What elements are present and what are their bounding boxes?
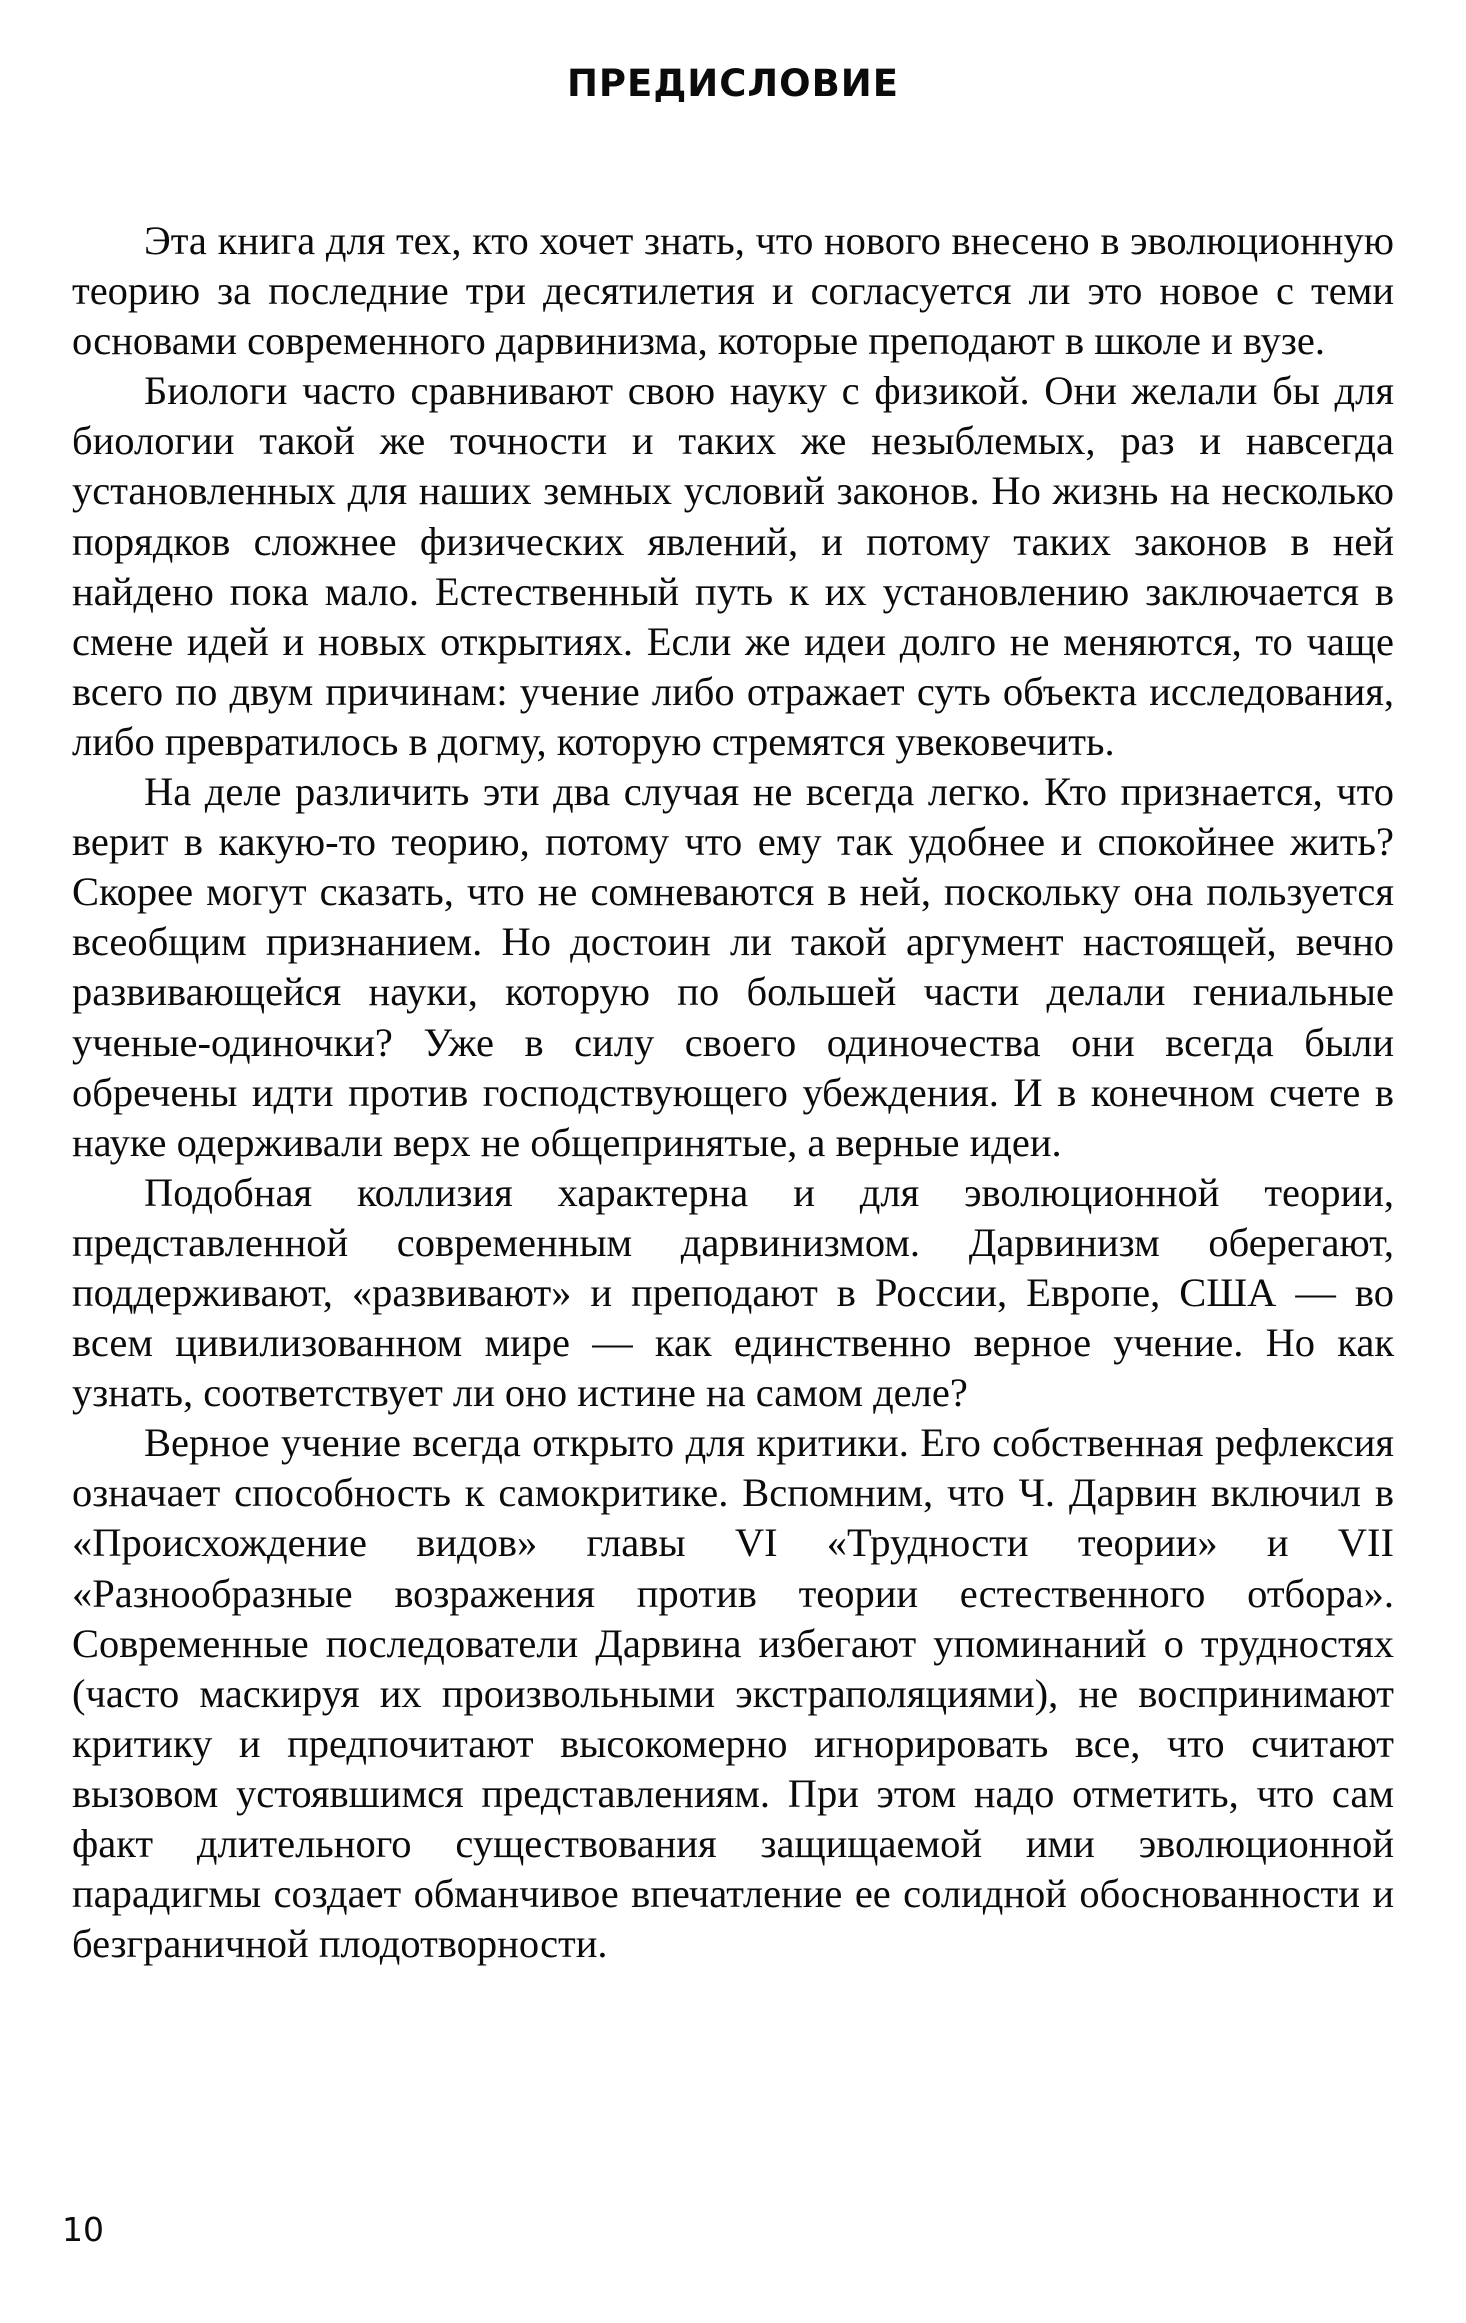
body-text [72, 216, 1394, 1969]
paragraph-2: Биологи часто сравнивают свою науку с физикой. Они желали бы для биологии такой же точности и таких же незыблемых, раз и навсегда установленных для наших земных условий законов. Но жизнь на несколько порядков сложнее физических явлений, и потому таких законов в ней найдено пока мало. Естественный путь к их установлению заключается в смене идей и новых открытиях. Если же идеи долго не меняются, то чаще всего по двум причинам: учение либо отражает суть объекта исследования, либо превратилось в догму, которую стремятся увековечить. [72, 368, 1394, 764]
page-number: 10 [62, 2210, 104, 2249]
paragraph-4: Подобная коллизия характерна и для эволюционной теории, представленной современным дарвинизмом. Дарвинизм оберегают, поддерживают, «развивают» и преподают в России, Европе, США — во всем цивилизованном мире — как единственно верное учение. Но как узнать, соответствует ли оно истине на самом деле? [72, 1169, 1394, 1416]
page-title: ПРЕДИСЛОВИЕ [566, 62, 900, 105]
paragraph-5: Верное учение всегда открыто для критики. Его собственная рефлексия означает способность к самокритике. Вспомним, что Ч. Дарвин включил в «Происхождение видов» главы VI «Трудности теории» и VII «Разнообразные возражения против теории естественного отбора». Современные последователи Дарвина избегают упоминаний о трудностях (часто маскируя их произвольными экстраполяциями), не воспринимают критику и предпочитают высокомерно игнорировать все, что считают вызовом устоявшимся представлениям. При этом надо отметить, что сам факт длительного существования защищаемой ими эволюционной парадигмы создает обманчивое впечатление ее солидной обоснованности и безграничной плодотворности. [72, 1420, 1394, 1967]
paragraph-1: Эта книга для тех, кто хочет знать, что нового внесено в эволюционную теорию за последние три десятилетия и согласуется ли это новое с теми основами современного дарвинизма, которые преподают в школе и вузе. [72, 218, 1394, 364]
paragraph-3: На деле различить эти два случая не всегда легко. Кто признается, что верит в какую-то теорию, потому что ему так удобнее и спокойнее жить? Скорее могут сказать, что не сомневаются в ней, поскольку она пользуется всеобщим признанием. Но достоин ли такой аргумент настоящей, вечно развивающейся науки, которую по большей части делали гениальные ученые-одиночки? Уже в силу своего одиночества они всегда были обречены идти против господствующего убеждения. И в конечном счете в науке одерживали верх не общепринятые, а верные идеи. [72, 769, 1394, 1165]
